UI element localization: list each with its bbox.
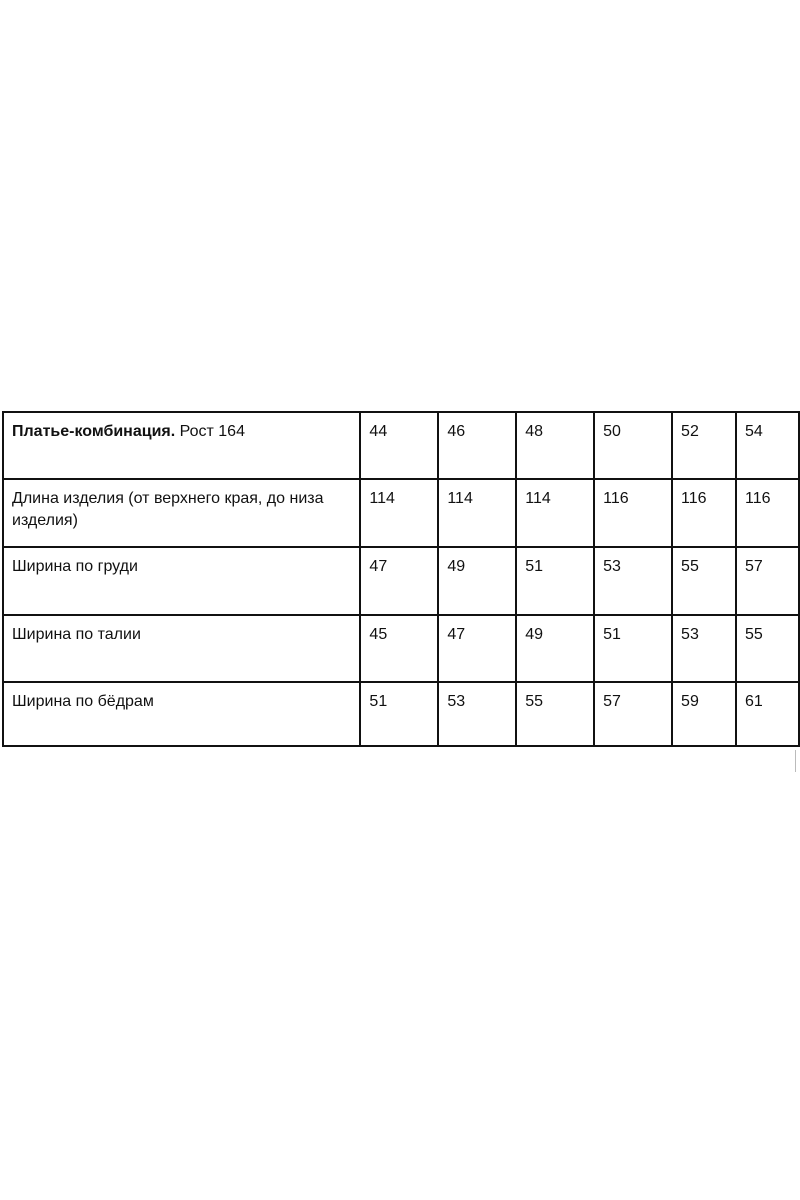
table-cell: 55	[736, 615, 799, 682]
size-header: 46	[438, 412, 516, 479]
table-row	[3, 615, 799, 682]
table-row	[3, 682, 799, 746]
table-cell: 114	[438, 479, 516, 547]
size-header: 54	[736, 412, 799, 479]
header-row	[3, 412, 799, 479]
row-label: Ширина по груди	[3, 547, 360, 615]
size-header: 50	[594, 412, 672, 479]
table-title-cell	[3, 412, 360, 479]
table-cell: 114	[360, 479, 438, 547]
table-cell: 49	[516, 615, 594, 682]
table-cell: 51	[516, 547, 594, 615]
table-cell: 47	[438, 615, 516, 682]
table-cell: 61	[736, 682, 799, 746]
product-name: Платье-комбинация.	[12, 423, 176, 440]
table-cell: 49	[438, 547, 516, 615]
table-cell: 116	[736, 479, 799, 547]
table-cell: 47	[360, 547, 438, 615]
table-cell: 57	[594, 682, 672, 746]
table-cell: 53	[438, 682, 516, 746]
table-cell: 55	[516, 682, 594, 746]
size-chart-table	[2, 411, 800, 747]
size-header: 44	[360, 412, 438, 479]
table-row	[3, 479, 799, 547]
table-cell: 51	[360, 682, 438, 746]
table-cell: 55	[672, 547, 736, 615]
table-cell: 53	[672, 615, 736, 682]
table-cell: 53	[594, 547, 672, 615]
row-label: Длина изделия (от верхнего края, до низа изделия)	[3, 479, 360, 547]
table-cell: 51	[594, 615, 672, 682]
row-label: Ширина по талии	[3, 615, 360, 682]
table-row	[3, 547, 799, 615]
size-header: 52	[672, 412, 736, 479]
row-label: Ширина по бёдрам	[3, 682, 360, 746]
table-cell: 45	[360, 615, 438, 682]
page-edge-mark	[795, 750, 799, 772]
table-cell: 116	[672, 479, 736, 547]
table-cell: 57	[736, 547, 799, 615]
table-cell: 114	[516, 479, 594, 547]
size-header: 48	[516, 412, 594, 479]
table-cell: 59	[672, 682, 736, 746]
height-note: Рост 164	[175, 423, 245, 440]
table-cell: 116	[594, 479, 672, 547]
